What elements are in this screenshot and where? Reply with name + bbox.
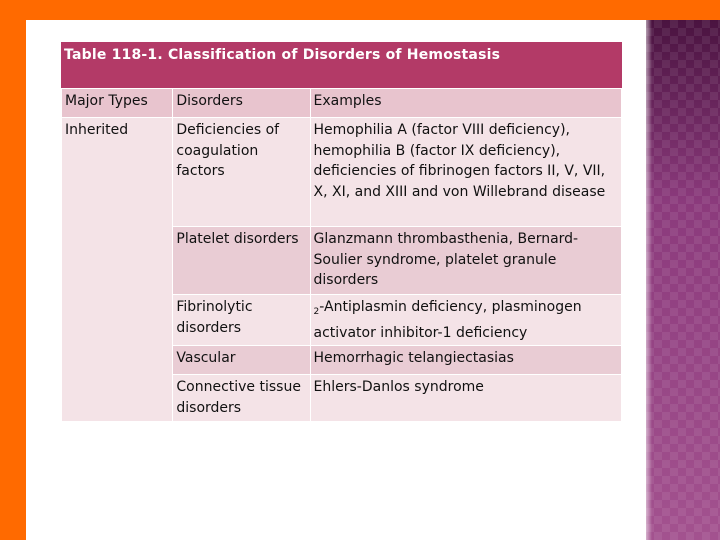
disorder-cell: Vascular xyxy=(173,346,310,375)
disorder-cell: Deficiencies of coagulation factors xyxy=(173,118,310,227)
table-title: Table 118-1. Classification of Disorders of Hemostasis xyxy=(61,42,622,88)
header-disorders: Disorders xyxy=(173,89,310,118)
example-subscript: 2 xyxy=(313,307,320,317)
major-type-cell: Inherited xyxy=(62,118,173,422)
header-examples: Examples xyxy=(310,89,621,118)
table-header-row xyxy=(62,89,622,118)
example-cell: Hemophilia A (factor VIII deficiency), hemophilia B (factor IX deficiency), deficiencies of fibrinogen factors II, V, VII, X, XI, and XIII and von Willebrand disease xyxy=(310,118,621,227)
example-cell: Ehlers-Danlos syndrome xyxy=(310,375,621,422)
example-cell xyxy=(310,295,621,346)
disorder-cell: Connective tissue disorders xyxy=(173,375,310,422)
disorder-cell: Platelet disorders xyxy=(173,227,310,295)
classification-table xyxy=(61,42,622,422)
decorative-side-band xyxy=(646,20,720,540)
example-text: -Antiplasmin deficiency, plasminogen activator inhibitor-1 deficiency xyxy=(313,299,582,341)
table-row xyxy=(62,118,622,227)
disorder-cell: Fibrinolytic disorders xyxy=(173,295,310,346)
example-cell: Glanzmann thrombasthenia, Bernard-Soulier syndrome, platelet granule disorders xyxy=(310,227,621,295)
disorders-table xyxy=(61,88,622,422)
header-major-types: Major Types xyxy=(62,89,173,118)
example-cell: Hemorrhagic telangiectasias xyxy=(310,346,621,375)
